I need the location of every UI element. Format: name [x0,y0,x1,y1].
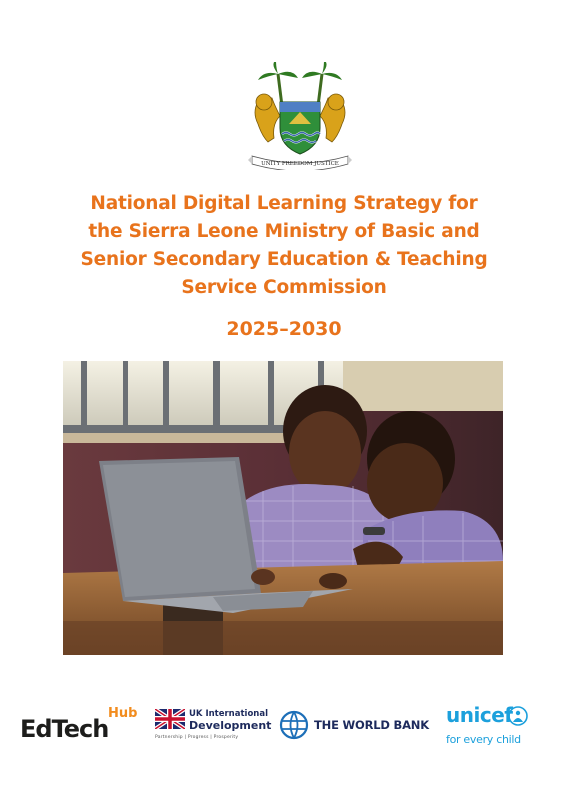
document-title [40,190,528,302]
uk-international-development-logo [155,709,272,743]
date-range: 2025–2030 [226,318,342,340]
children-with-laptop-photo [63,361,503,655]
unicef-tagline: for every child [446,733,521,746]
motto-text: UNITY FREEDOM JUSTICE [261,161,339,167]
world-bank-text: THE WORLD BANK [314,718,429,732]
ukid-line2: Development [189,719,272,732]
unicef-logo [446,703,546,753]
partner-logos [0,700,568,760]
unicef-emblem-icon [508,706,528,726]
coat-of-arms-icon [244,62,356,170]
world-bank-globe-icon [279,710,309,740]
union-flag-icon [155,709,185,729]
ukid-tagline: Partnership | Progress | Prosperity [155,735,239,740]
title-line: Senior Secondary Education & Teaching [80,249,488,270]
title-line: National Digital Learning Strategy for [90,193,478,214]
hub-text: Hub [108,706,138,721]
title-line: Service Commission [181,277,387,298]
unicef-wordmark: unicef [446,703,513,727]
ukid-line1: UK International [189,709,268,719]
edtechhub-logo [20,706,138,743]
title-line: the Sierra Leone Ministry of Basic and [88,221,480,242]
edtech-text: EdTech [20,715,109,743]
